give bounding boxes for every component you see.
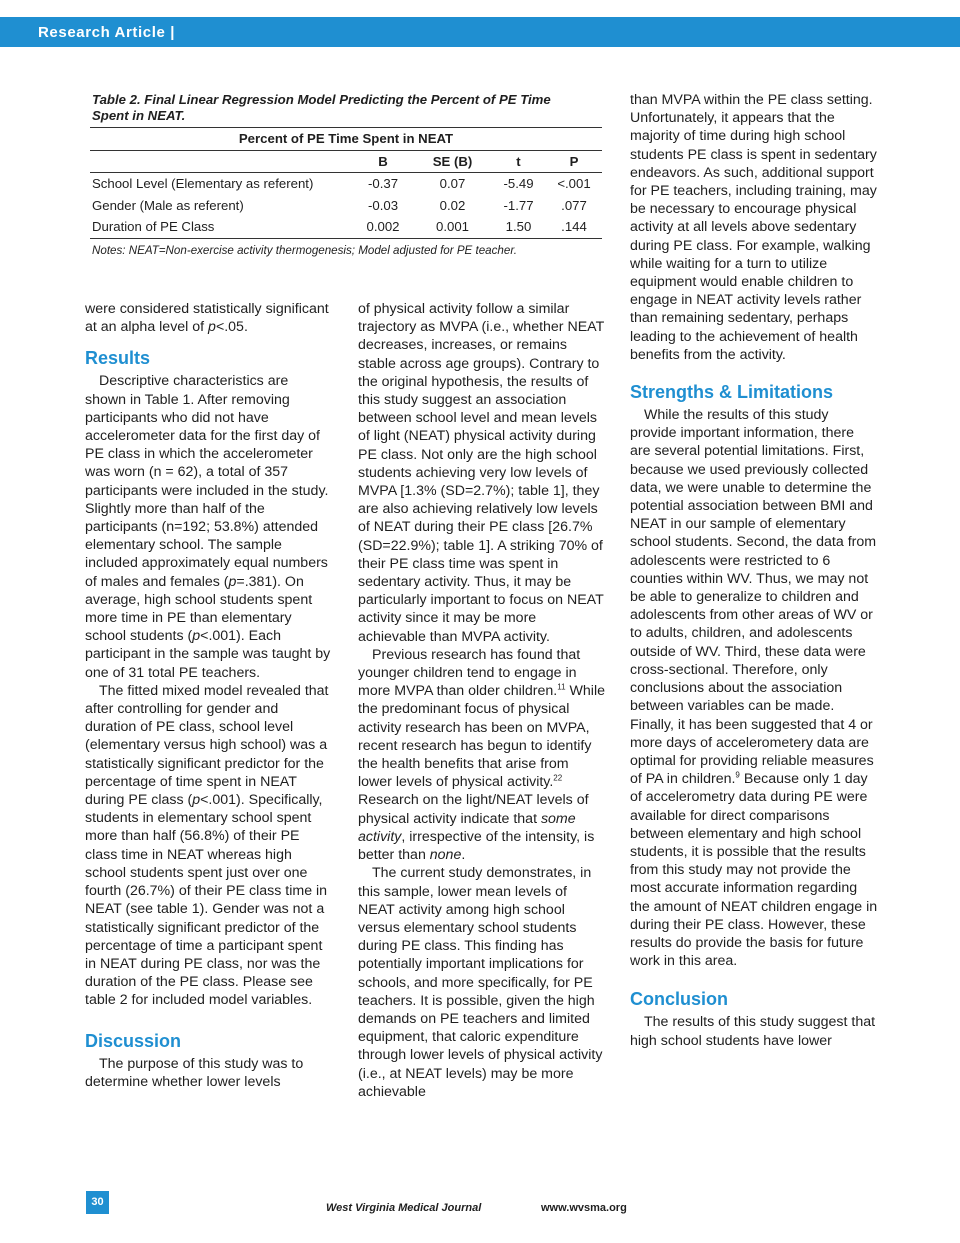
table-notes: Notes: NEAT=Non-exercise activity thermogenesis; Model adjusted for PE teacher. — [92, 243, 517, 257]
conclusion-heading: Conclusion — [630, 989, 728, 1010]
cell-b: -0.37 — [367, 176, 399, 192]
table-row — [90, 195, 602, 217]
strengths-limitations-heading: Strengths & Limitations — [630, 382, 834, 403]
cell-p: <.001 — [557, 176, 591, 192]
header-bar — [0, 17, 960, 47]
paragraph: Previous research has found that younger children tend to engage in more MVPA than older children.$^{11}$ While the predominant focus of physical activity research has been on MVPA, recent research has begun to identify the health benefits that arise from lower levels of physical activity.$^{22}$ Research on the light/NEAT levels of physical activity indicate that some activity, irrespective of the intensity, is better than none. — [358, 646, 605, 864]
table-caption-line1: Table 2. Final Linear Regression Model Predicting the Percent of PE Time — [92, 92, 551, 107]
row-label: School Level (Elementary as referent) — [92, 176, 314, 192]
table-header-se: SE (B) — [414, 150, 491, 173]
table-group-header-row — [90, 128, 602, 151]
cell-b: 0.002 — [352, 216, 414, 238]
cell-t: -1.77 — [503, 197, 534, 213]
regression-table-block — [90, 92, 602, 257]
cell-t: 1.50 — [491, 216, 546, 238]
page-number-badge: 30 — [86, 1191, 109, 1214]
section-label: Research Article | — [38, 24, 176, 41]
column-2 — [358, 300, 606, 1101]
paragraph: Descriptive characteristics are shown in Table 1. After removing participants who did not have accelerometer data for the first day of PE class in which the accelerometer was worn (n = 62), a total of 357 participants were included in the study. Slightly more than half of the participants (n=192; 53.8%) attended elementary school. The sample included approximately equal numbers of males and females (p=.381). On average, high school students spent more time in PE than elementary school students (p<.001). Each participant in the sample was taught by one of 31 total PE teachers. — [85, 373, 331, 681]
cell-p: .144 — [546, 216, 602, 238]
regression-table — [90, 127, 602, 239]
paragraph: were considered statistically significant at an alpha level of p<.05. — [85, 301, 329, 336]
paragraph: The current study demonstrates, in this sample, lower mean levels of NEAT activity among high school versus elementary school students during PE class. This finding has potentially important implications for schools, and more specifically, for PE teachers. It is possible, given the high demands on PE teachers and limited equipment, that caloric expenditure through lower levels of physical activity (i.e., at NEAT levels) may be more achievable — [358, 865, 603, 1100]
table-row — [90, 173, 602, 195]
table-header-t: t — [491, 150, 546, 173]
journal-name: West Virginia Medical Journal — [326, 1202, 482, 1214]
paragraph: of physical activity follow a similar trajectory as MVPA (i.e., whether NEAT decreases, increases, or remains stable across age groups). Contrary to the original hypothesis, the results of this study suggest an association between school level and mean levels of light (NEAT) physical activity during PE class. Not only are the high school students achieving very low levels of MVPA [1.3% (SD=2.7%); table 1], they are also achieving relatively low levels of NEAT during their PE class [26.7% (SD=22.9%); table 1]. A striking 70% of their PE class time was spent in sedentary activity. Thus, it may be particularly important to focus on NEAT activity since it may be more achievable than MVPA activity. — [358, 301, 604, 645]
table-header-b: B — [352, 150, 414, 173]
paragraph: than MVPA within the PE class setting. Unfortunately, it appears that the majority of time during high school students PE class is spent in sedentary endeavors. As such, additional support for PE teachers, including training, may be necessary to encourage physical activity at all levels above sedentary during PE class. For example, walking while waiting for a turn to utilize equipment would enable children to engage in NEAT activity levels rather than remaining sedentary, perhaps leading to the achievement of health benefits from the activity. — [630, 92, 877, 363]
cell-b: -0.03 — [367, 197, 399, 213]
cell-p: .077 — [561, 197, 587, 213]
website-url: www.wvsma.org — [541, 1202, 627, 1214]
cell-se: 0.001 — [414, 216, 491, 238]
table-header-blank — [90, 150, 352, 173]
table-group-header: Percent of PE Time Spent in NEAT — [90, 128, 602, 151]
cell-se: 0.02 — [439, 197, 466, 213]
discussion-heading: Discussion — [85, 1030, 182, 1051]
cell-t: -5.49 — [503, 176, 534, 192]
paragraph: The fitted mixed model revealed that after controlling for gender and duration of PE class, school level (elementary versus high school) was a statistically significant predictor for the percentage of time spent in NEAT during PE class (p<.001). Specifically, students in elementary school spent more than half (56.8%) of their PE class time in NEAT whereas high school students spent just over one fourth (26.7%) of their PE class time in NEAT (see table 1). Gender was not a statistically significant predictor of the percentage of time a participant spent in NEAT during PE class, nor was the duration of the PE class. Please see table 2 for included model variables. — [85, 682, 329, 1009]
column-1 — [85, 300, 333, 1091]
table-header-p: P — [546, 150, 602, 173]
paragraph: While the results of this study provide important information, there are several potential limitations. First, because we used previously collected data, we were unable to determine the potential association between BMI and NEAT in our sample of elementary school students. Second, the data from adolescents were restricted to 6 counties within WV. Thus, we may not be able to generalize to children and adolescents from other areas of WV or to adults, children, and adolescents outside of WV. Third, these data were cross-sectional. Therefore, only conclusions about the association between variables can be made. Finally, it has been suggested that 4 or more days of accelerometery data are optimal for providing reliable measures of PA in children.$^9$ Because only 1 day of accelerometry data during PE were available for direct comparisons between elementary and high school students, it is possible that the results from this study may not provide the most accurate information regarding the amount of NEAT children engage in during their PE class. However, these results do provide the basis for future work in this area. — [630, 407, 878, 970]
column-3 — [630, 91, 878, 1050]
paragraph: The purpose of this study was to determine whether lower levels — [85, 1055, 304, 1090]
results-heading: Results — [85, 348, 151, 369]
table-caption — [92, 92, 602, 124]
table-caption-line2: Spent in NEAT. — [92, 108, 186, 123]
table-column-header-row — [90, 150, 602, 173]
row-label: Gender (Male as referent) — [92, 197, 244, 213]
table-row — [90, 216, 602, 238]
row-label: Duration of PE Class — [90, 216, 352, 238]
cell-se: 0.07 — [439, 176, 466, 192]
paragraph: The results of this study suggest that high school students have lower — [630, 1014, 876, 1049]
